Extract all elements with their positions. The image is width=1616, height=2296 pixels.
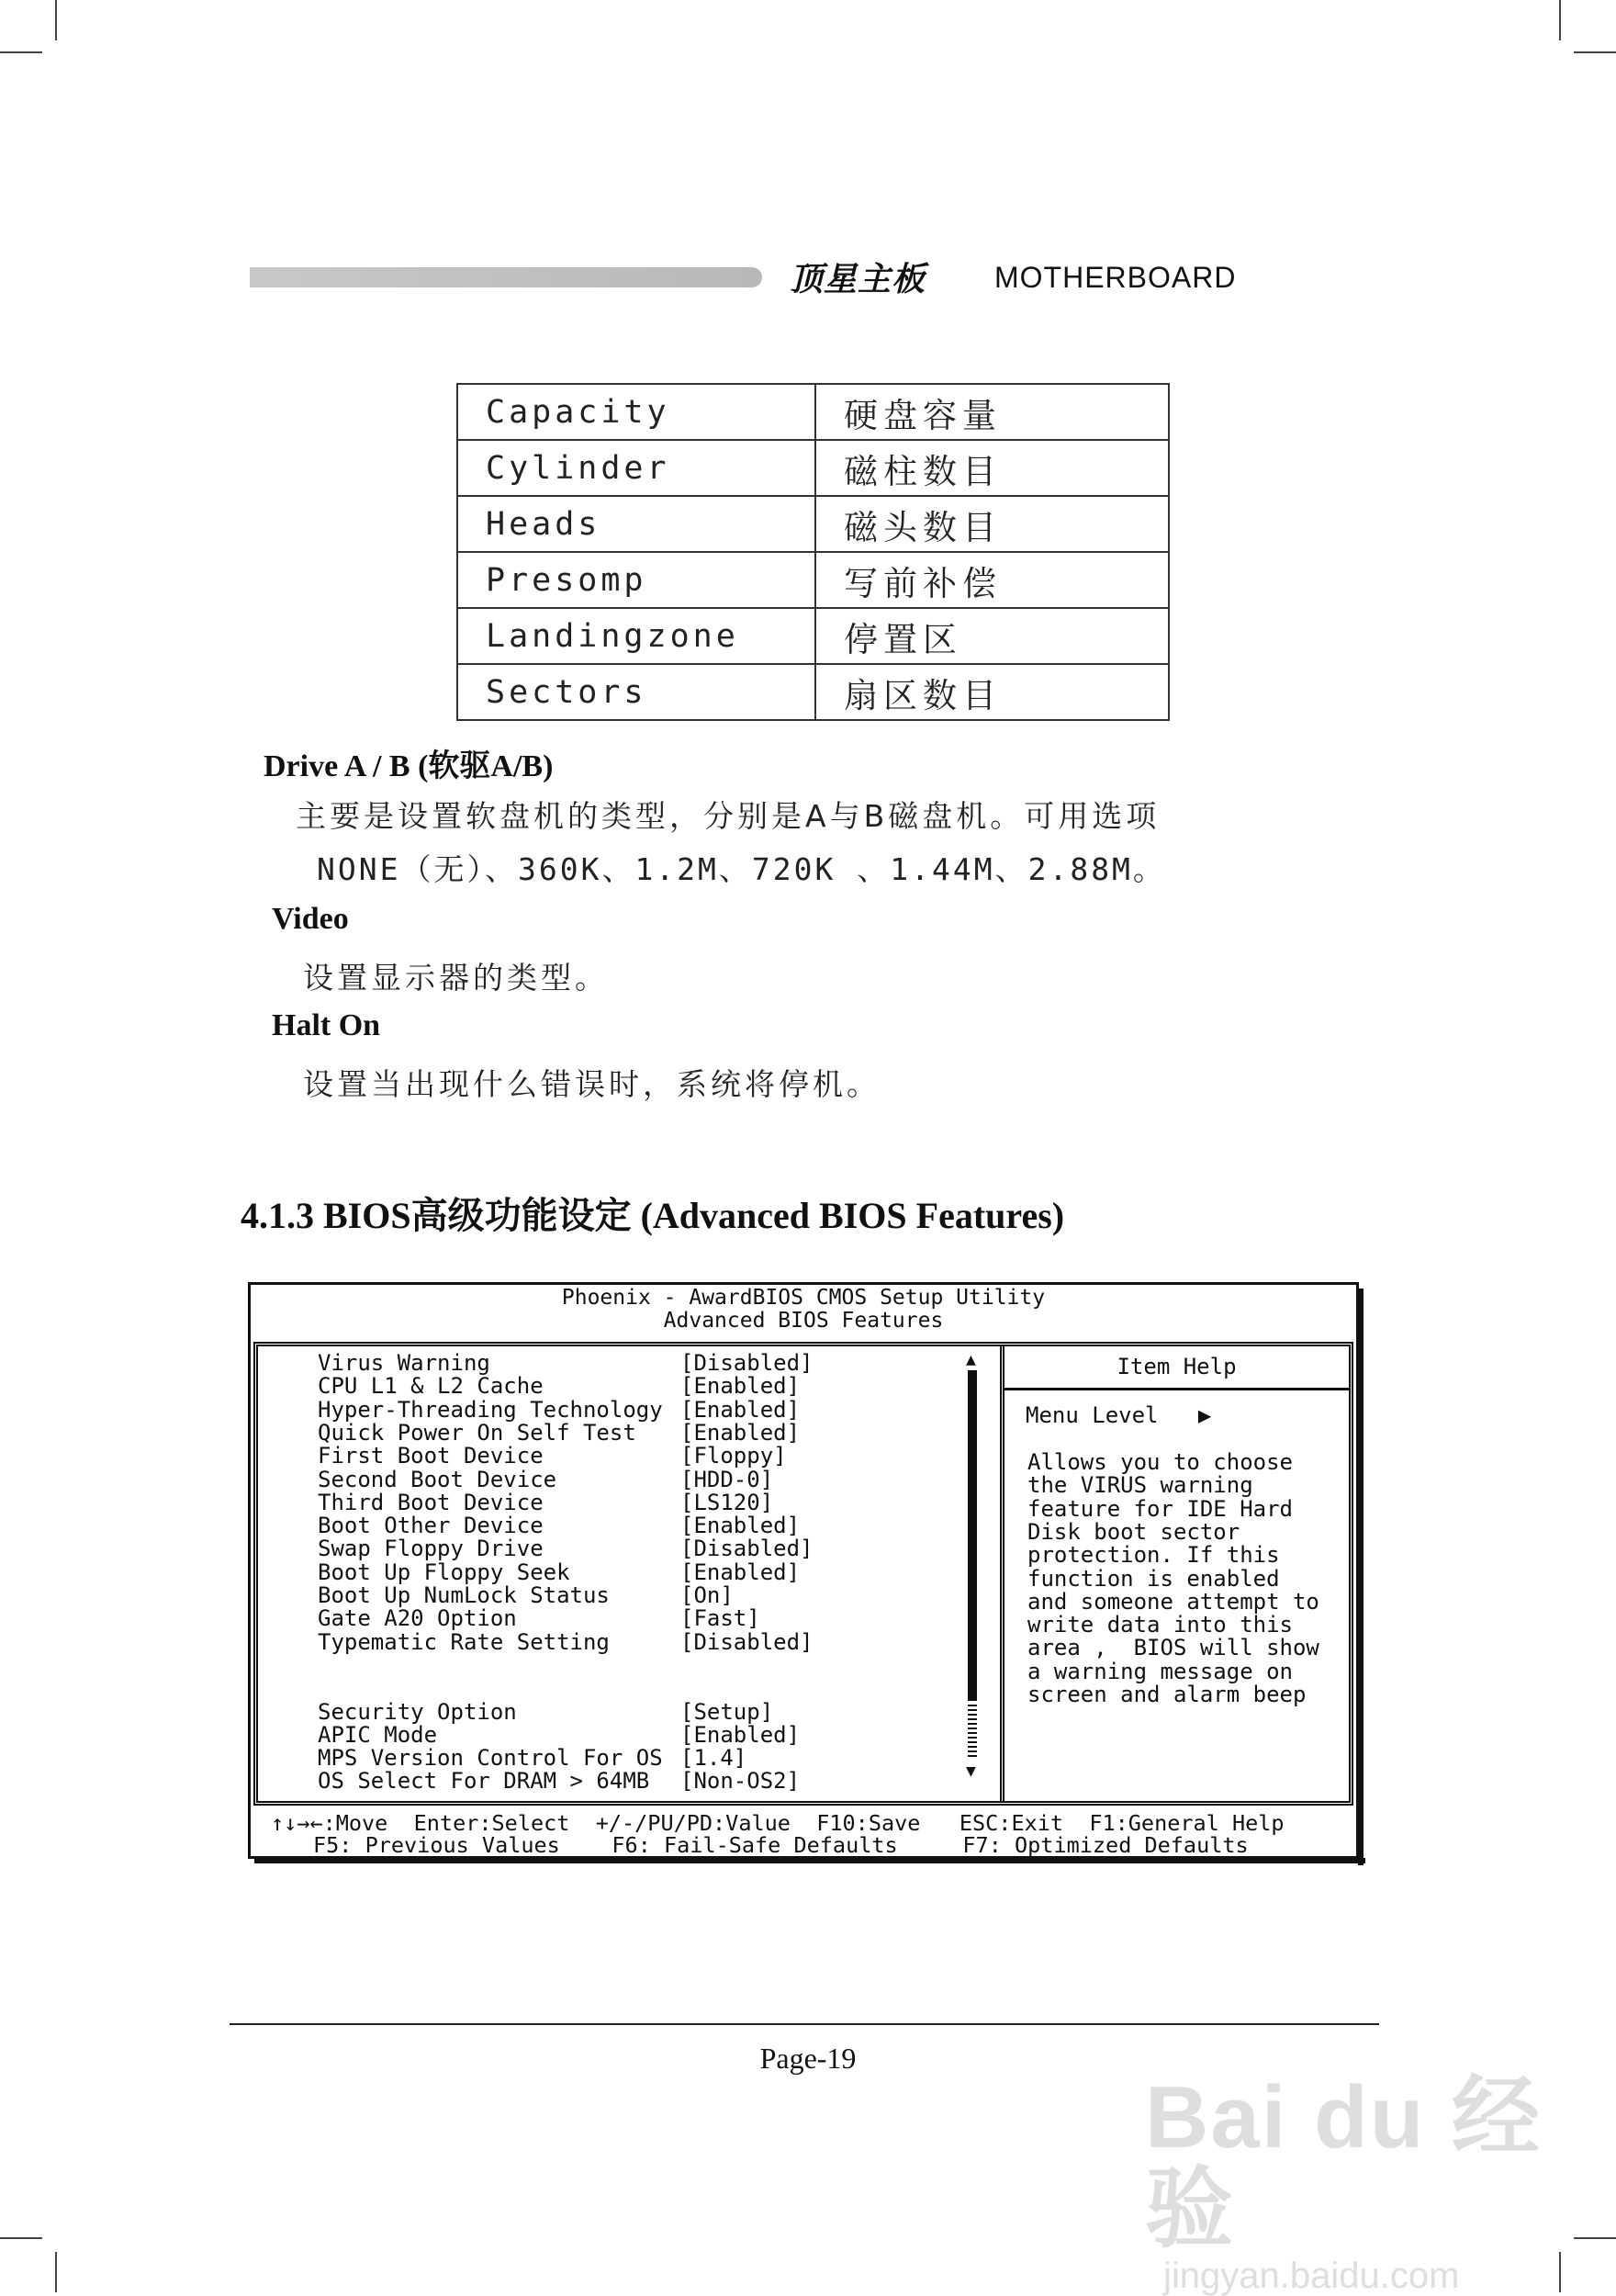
- setting-label: CPU L1 & L2 Cache: [318, 1373, 544, 1400]
- term-en: Sectors: [457, 664, 815, 720]
- bios-scrollbar[interactable]: [966, 1350, 979, 1781]
- term-en: Capacity: [457, 384, 815, 440]
- help-line: screen and alarm beep: [1027, 1682, 1307, 1707]
- setting-value[interactable]: [Disabled]: [680, 1628, 814, 1655]
- setting-label: Boot Up Floppy Seek: [318, 1559, 570, 1585]
- bios-setting-row[interactable]: [318, 1561, 800, 1584]
- scroll-down-arrow-icon[interactable]: ▼: [966, 1761, 976, 1781]
- setting-value[interactable]: [Fast]: [680, 1605, 760, 1632]
- section-halt-line1: 设置当出现什么错误时，系统将停机。: [303, 1066, 881, 1102]
- setting-label: Typematic Rate Setting: [318, 1628, 610, 1655]
- bios-setting-row[interactable]: [318, 1770, 800, 1793]
- setting-label: Virus Warning: [318, 1350, 490, 1376]
- term-zh: 写前补偿: [815, 552, 1169, 608]
- section-video-title: Video: [272, 902, 349, 936]
- bios-setting-row[interactable]: [318, 1396, 801, 1423]
- page-footer-rule: [230, 2023, 1379, 2025]
- setting-label: Third Boot Device: [318, 1489, 544, 1515]
- setting-label: Boot Other Device: [318, 1513, 544, 1539]
- setting-label: First Boot Device: [318, 1443, 544, 1469]
- watermark-brand: Bai du 经验: [1145, 2068, 1543, 2258]
- bios-setting-row[interactable]: [318, 1375, 800, 1398]
- table-row: [457, 664, 1169, 720]
- section-drive-line2: NONE（无）、360K、1.2M、720K 、1.44M、2.88M。: [317, 851, 1166, 887]
- hdd-terms-table: [456, 383, 1170, 721]
- term-zh: 磁头数目: [815, 496, 1169, 552]
- bios-setting-row[interactable]: [318, 1607, 760, 1630]
- help-line: the VIRUS warning: [1027, 1472, 1253, 1499]
- bios-setting-row[interactable]: [318, 1698, 774, 1725]
- setting-value[interactable]: [Floppy]: [680, 1443, 787, 1469]
- setting-value[interactable]: [Enabled]: [680, 1513, 801, 1539]
- setting-label: MPS Version Control For OS: [318, 1745, 663, 1772]
- scroll-up-arrow-icon[interactable]: ▲: [966, 1350, 976, 1369]
- table-row: [457, 552, 1169, 608]
- setting-value[interactable]: [Enabled]: [680, 1396, 801, 1423]
- term-en: Cylinder: [457, 440, 815, 496]
- bios-screen: [248, 1282, 1359, 1859]
- term-zh: 扇区数目: [815, 664, 1169, 720]
- bios-subtitle: Advanced BIOS Features: [663, 1309, 944, 1333]
- setting-value[interactable]: [Enabled]: [680, 1559, 801, 1585]
- chapter-title: 4.1.3 BIOS高级功能设定 (Advanced BIOS Features): [241, 1195, 1065, 1236]
- bios-title: Phoenix - AwardBIOS CMOS Setup Utility: [561, 1286, 1046, 1310]
- bios-footer-keys: ↑↓→←:Move Enter:Select +/-/PU/PD:Value F10:Save ESC:Exit F1:General Help: [271, 1810, 1285, 1836]
- setting-label: OS Select For DRAM > 64MB: [318, 1768, 650, 1795]
- setting-label: Hyper-Threading Technology: [318, 1396, 663, 1423]
- term-zh: 磁柱数目: [815, 440, 1169, 496]
- bios-setting-row[interactable]: [318, 1491, 773, 1514]
- help-line: and someone attempt to: [1027, 1588, 1319, 1615]
- term-zh: 硬盘容量: [815, 384, 1169, 440]
- menu-level-label: Menu Level ▶: [1026, 1402, 1212, 1428]
- setting-value[interactable]: [Enabled]: [680, 1373, 801, 1400]
- bios-setting-row[interactable]: [318, 1584, 734, 1607]
- table-row: [457, 608, 1169, 664]
- setting-label: Swap Floppy Drive: [318, 1536, 544, 1562]
- section-drive-title: Drive A / B (软驱A/B): [264, 749, 554, 783]
- section-video-line1: 设置显示器的类型。: [303, 960, 609, 996]
- menu-level-arrow-icon: ▶: [1197, 1402, 1212, 1428]
- term-en: Heads: [457, 496, 815, 552]
- section-halt-title: Halt On: [272, 1008, 381, 1042]
- bios-setting-row[interactable]: [318, 1466, 774, 1492]
- setting-value[interactable]: [Enabled]: [680, 1419, 801, 1446]
- help-line: write data into this: [1027, 1612, 1293, 1638]
- setting-value[interactable]: [LS120]: [680, 1489, 774, 1515]
- setting-value[interactable]: [Disabled]: [680, 1536, 814, 1562]
- header-decorative-bar: [250, 267, 762, 287]
- bios-setting-row[interactable]: [318, 1537, 814, 1560]
- setting-value[interactable]: [Disabled]: [680, 1350, 814, 1376]
- item-help-title: Item Help: [1004, 1346, 1349, 1390]
- help-line: protection. If this: [1027, 1542, 1280, 1569]
- brand-logo-cn: 顶星主板: [790, 261, 926, 298]
- bios-setting-row[interactable]: [318, 1445, 787, 1468]
- help-line: function is enabled: [1027, 1565, 1280, 1592]
- table-row: [457, 496, 1169, 552]
- setting-label: Boot Up NumLock Status: [318, 1582, 610, 1608]
- setting-label: APIC Mode: [318, 1721, 438, 1748]
- setting-value[interactable]: [1.4]: [680, 1745, 747, 1772]
- bios-setting-row[interactable]: [318, 1721, 801, 1748]
- help-line: area , BIOS will show: [1027, 1635, 1319, 1661]
- watermark-url: jingyan.baidu.com: [1163, 2256, 1460, 2296]
- baidu-jingyan-watermark: [1145, 2068, 1616, 2296]
- setting-label: Quick Power On Self Test: [318, 1419, 636, 1446]
- setting-label: Second Boot Device: [318, 1466, 557, 1492]
- setting-label: Security Option: [318, 1698, 517, 1725]
- help-line: a warning message on: [1027, 1658, 1293, 1684]
- help-line: Disk boot sector: [1027, 1518, 1240, 1545]
- bios-setting-row[interactable]: [318, 1352, 814, 1375]
- help-line: feature for IDE Hard: [1027, 1495, 1293, 1522]
- table-row: [457, 384, 1169, 440]
- setting-value[interactable]: [Setup]: [680, 1698, 774, 1725]
- setting-label: Gate A20 Option: [318, 1605, 517, 1632]
- bios-footer-defaults: F5: Previous Values F6: Fail-Safe Defaults F7: Optimized Defaults: [313, 1832, 1249, 1858]
- bios-setting-row[interactable]: [318, 1628, 814, 1655]
- help-line: Allows you to choose: [1027, 1449, 1293, 1475]
- term-zh: 停置区: [815, 608, 1169, 664]
- bios-main-panel: [253, 1342, 1353, 1806]
- page-number: Page-19: [759, 2042, 857, 2075]
- setting-value[interactable]: [On]: [680, 1582, 734, 1608]
- setting-value[interactable]: [Enabled]: [680, 1721, 801, 1748]
- table-row: [457, 440, 1169, 496]
- term-en: Presomp: [457, 552, 815, 608]
- bios-setting-row[interactable]: [318, 1419, 801, 1446]
- section-drive-line1: 主要是设置软盘机的类型，分别是A与B磁盘机。可用选项: [296, 798, 1161, 834]
- brand-motherboard: MOTHERBOARD: [994, 261, 1237, 294]
- setting-value[interactable]: [HDD-0]: [680, 1466, 774, 1492]
- bios-setting-row[interactable]: [318, 1747, 746, 1770]
- term-en: Landingzone: [457, 608, 815, 664]
- bios-setting-row[interactable]: [318, 1514, 800, 1537]
- setting-value[interactable]: [Non-OS2]: [680, 1768, 801, 1795]
